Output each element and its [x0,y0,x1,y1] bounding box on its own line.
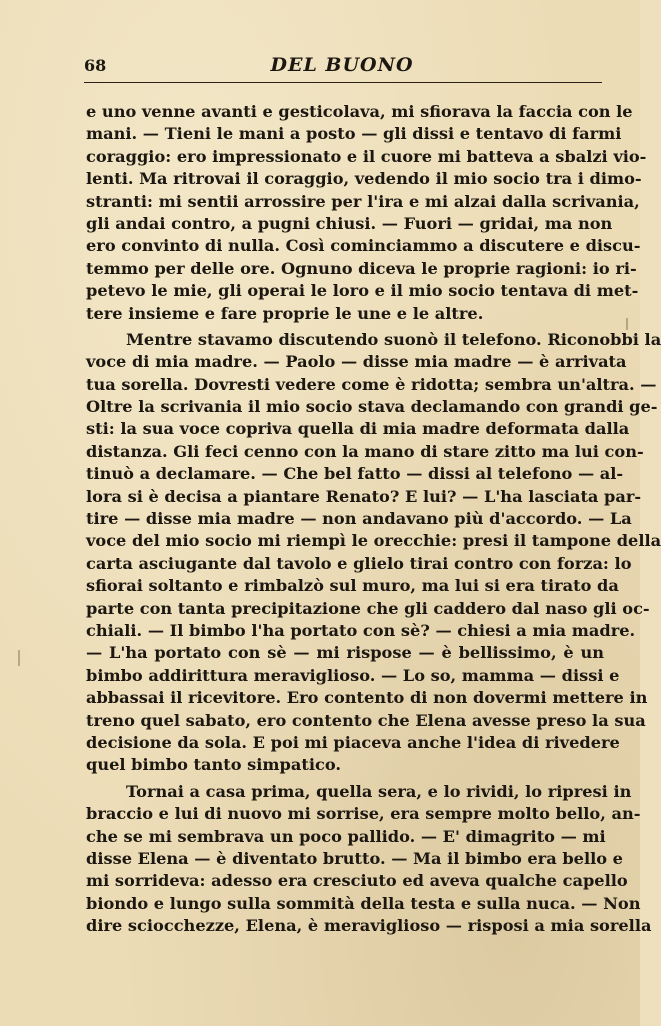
text-line: tire — disse mia madre — non andavano più d'accordo. — La [86,509,632,529]
page-number: 68 [84,56,107,75]
page-header [84,52,600,82]
text-line: mi sorrideva: adesso era cresciuto ed aveva qualche capello [86,871,628,891]
text-line: sti: la sua voce copriva quella di mia madre deformata dalla [86,419,630,439]
text-line: tere insieme e fare proprie le une e le altre. [86,303,484,323]
text-line: carta asciugante dal tavolo e glielo tirai contro con forza: lo [86,553,632,573]
text-line: Oltre la scrivania il mio socio stava declamando con grandi ge- [86,397,658,417]
text-line: ero convinto di nulla. Così cominciammo a discutere e discu- [86,236,641,256]
margin-pencil-mark [18,650,20,666]
text-line: decisione da sola. E poi mi piaceva anche l'idea di rivedere [86,732,620,752]
text-line: lora si è decisa a piantare Renato? E lui? — L'ha lasciata par- [86,486,642,506]
text-line: temmo per delle ore. Ognuno diceva le proprie ragioni: io ri- [86,258,637,278]
text-line: dire sciocchezze, Elena, è meraviglioso — risposi a mia sorella [86,916,652,936]
text-line: sfiorai soltanto e rimbalzò sul muro, ma lui si era tirato da [86,576,619,596]
header-rule [84,82,602,83]
text-line: tinuò a declamare. — Che bel fatto — dissi al telefono — al- [86,464,624,484]
text-line: gli andai contro, a pugni chiusi. — Fuori — gridai, ma non [86,213,613,233]
text-line: bimbo addirittura meraviglioso. — Lo so, mamma — dissi e [86,665,620,685]
text-line: distanza. Gli feci cenno con la mano di stare zitto ma lui con- [86,441,644,461]
text-line: voce di mia madre. — Paolo — disse mia madre — è arrivata [86,352,627,372]
text-line: e uno venne avanti e gesticolava, mi sfiorava la faccia con le [86,102,633,121]
text-line: coraggio: ero impressionato e il cuore mi batteva a sbalzi vio- [86,146,647,166]
text-line: tua sorella. Dovresti vedere come è ridotta; sembra un'altra. — [86,374,657,394]
text-line: braccio e lui di nuovo mi sorrise, era sempre molto bello, an- [86,804,641,824]
text-line: voce del mio socio mi riempì le orecchie: presi il tampone della [86,531,661,551]
text-line: mani. — Tieni le mani a posto — gli dissi e tentavo di farmi [86,124,622,144]
body-text [86,101,661,937]
paragraph-start-line: Mentre stavamo discutendo suonò il telefono. Riconobbi la [126,329,661,349]
text-line: quel bimbo tanto simpatico. [86,755,341,775]
running-title: DEL BUONO [270,54,414,76]
text-line: lenti. Ma ritrovai il coraggio, vedendo il mio socio tra i dimo- [86,169,642,189]
text-line: abbassai il ricevitore. Ero contento di non dovermi mettere in [86,688,648,708]
text-line: chiali. — Il bimbo l'ha portato con sè? — chiesi a mia madre. [86,620,636,640]
text-line: disse Elena — è diventato brutto. — Ma il bimbo era bello e [86,848,623,868]
margin-pencil-mark [626,318,628,330]
text-line: treno quel sabato, ero contento che Elena avesse preso la sua [86,710,646,730]
text-line: — L'ha portato con sè — mi rispose — è bellissimo, è un [86,643,604,663]
text-line: petevo le mie, gli operai le loro e il mio socio tentava di met- [86,281,639,301]
text-line: parte con tanta precipitazione che gli caddero dal naso gli oc- [86,598,650,618]
text-line: biondo e lungo sulla sommità della testa e sulla nuca. — Non [86,893,641,913]
paragraph-start-line: Tornai a casa prima, quella sera, e lo rividi, lo ripresi in [126,781,632,801]
text-line: stranti: mi sentii arrossire per l'ira e mi alzai dalla scrivania, [86,191,640,211]
text-line: che se mi sembrava un poco pallido. — E' dimagrito — mi [86,826,606,846]
